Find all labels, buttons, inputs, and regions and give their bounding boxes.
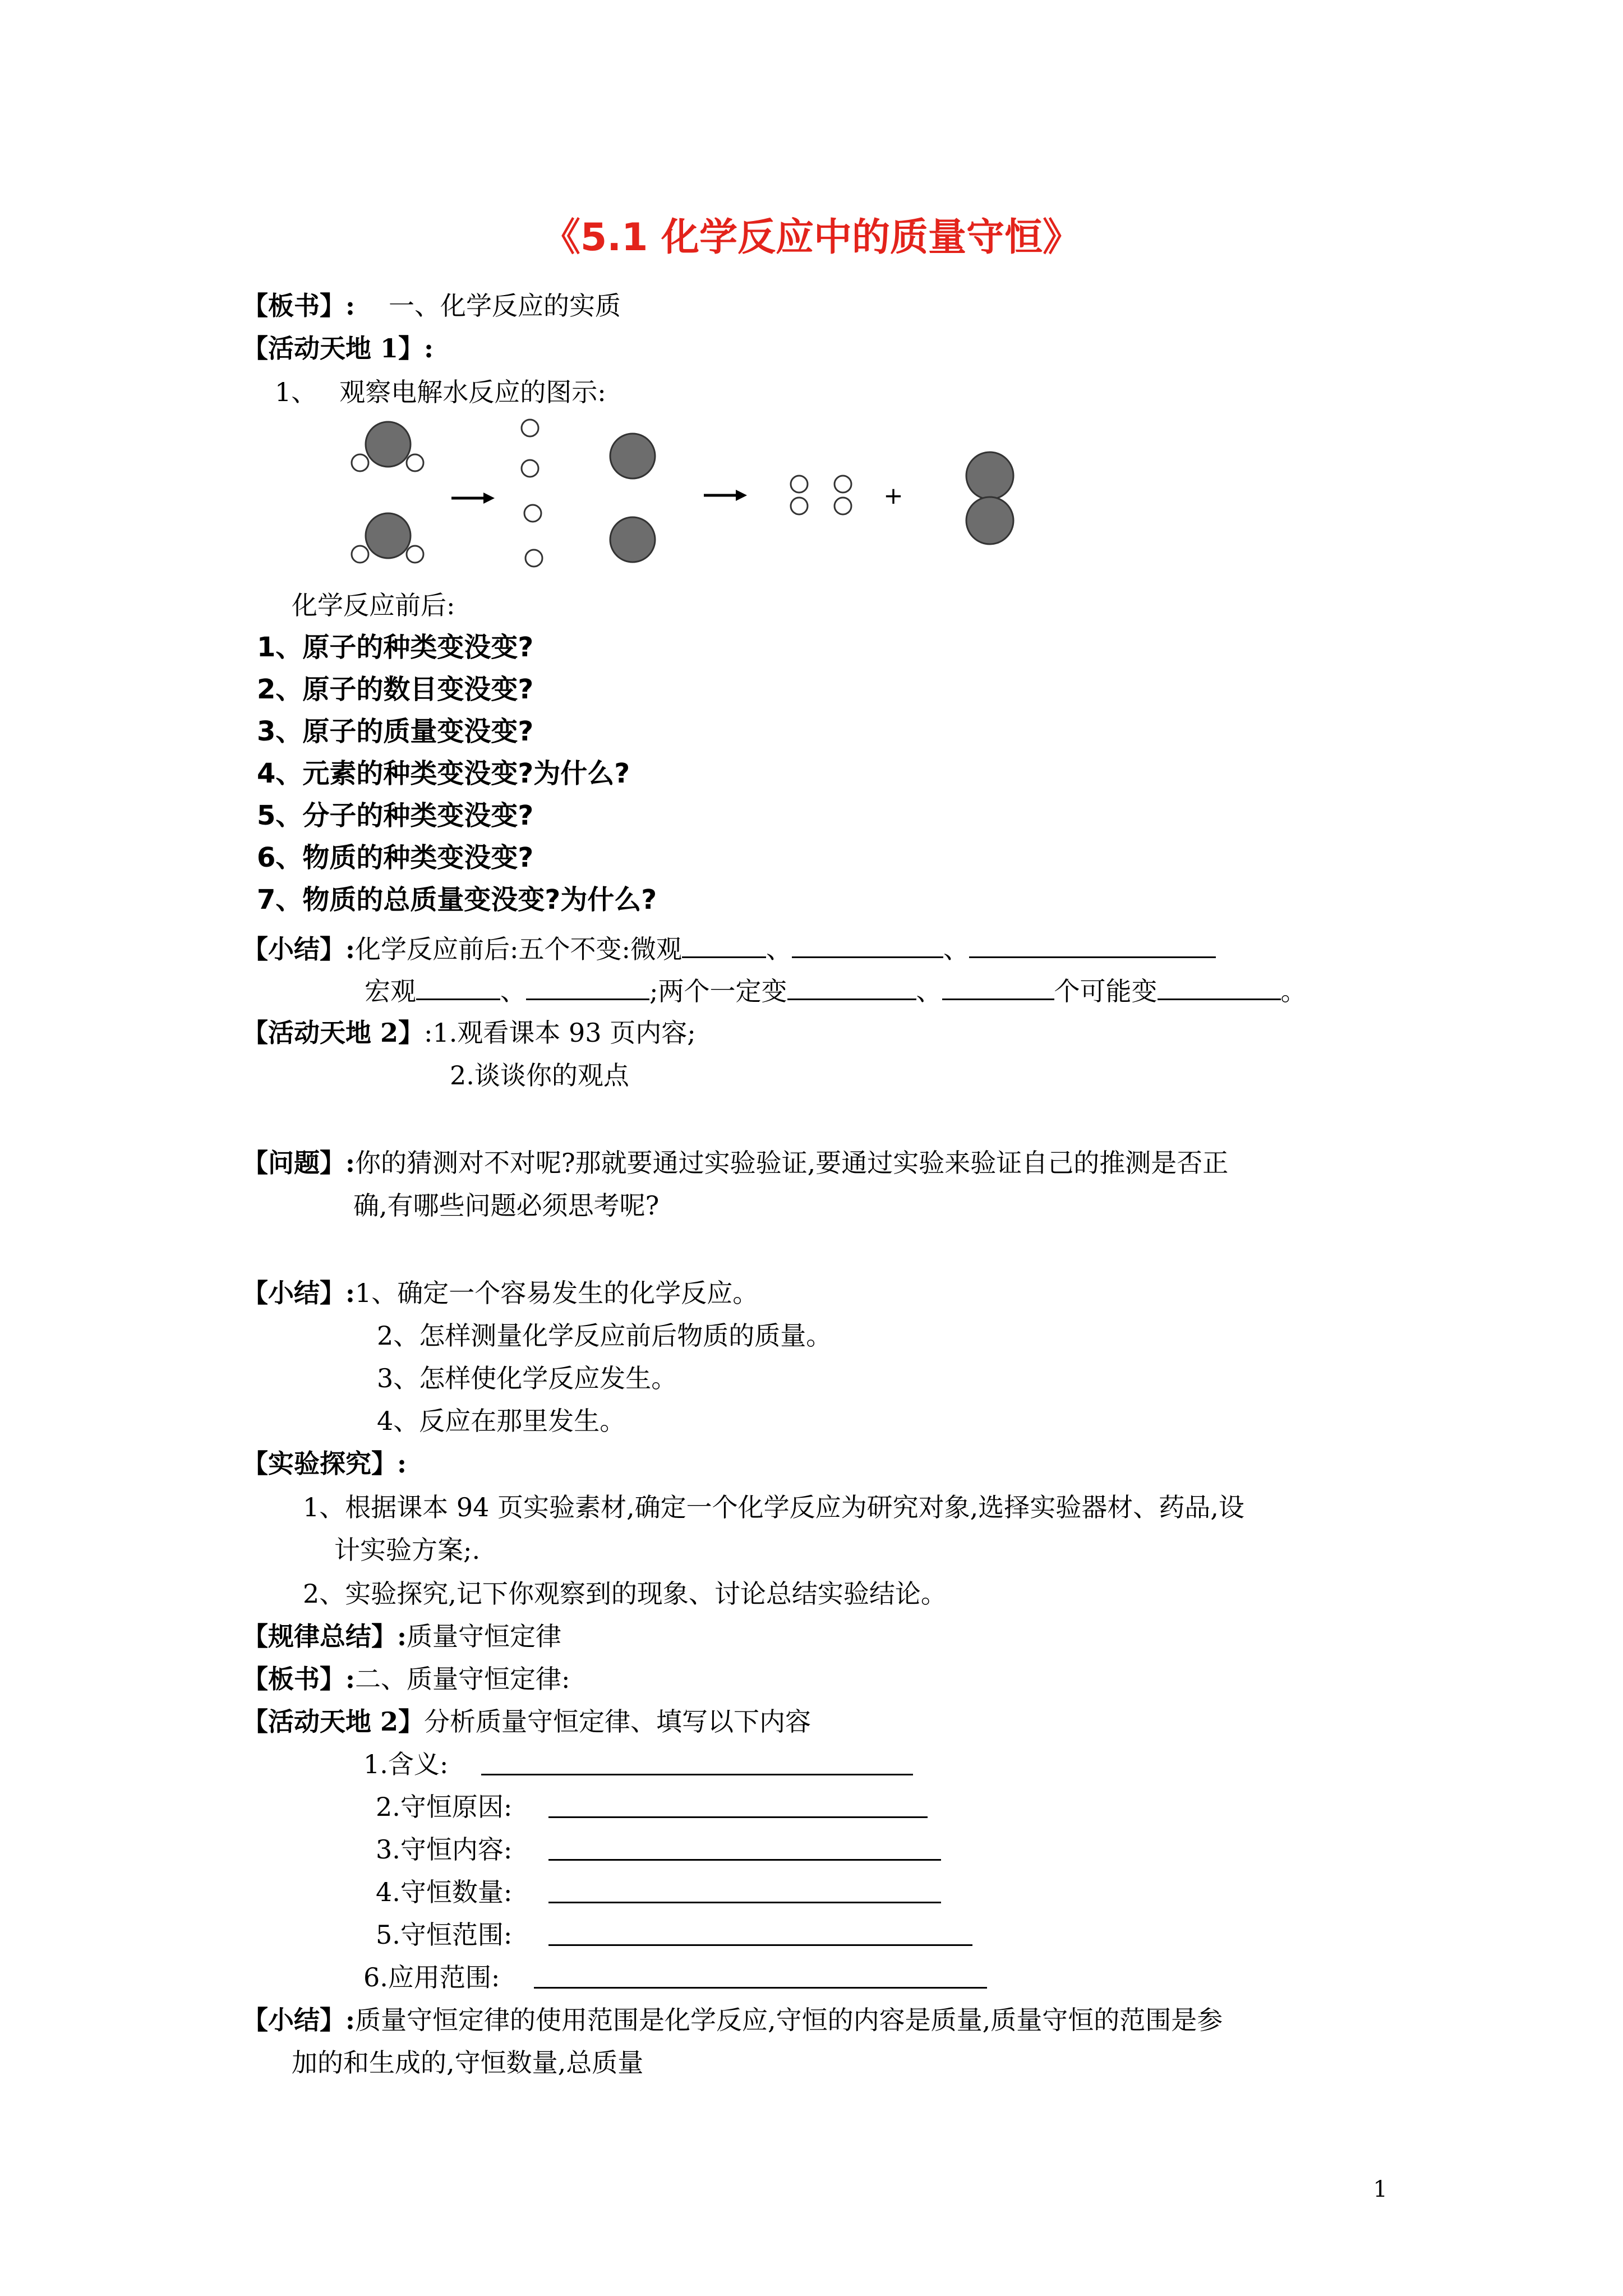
hydrogen-molecules xyxy=(791,476,851,514)
activity-1-item: 1、 观察电解水反应的图示: xyxy=(275,377,606,407)
activity-1-label: 【活动天地 1】: xyxy=(242,333,434,364)
summary-1-line-1: 【小结】:化学反应前后:五个不变:微观 、 、 xyxy=(242,934,1216,962)
question-2: 2、原子的数目变没变? xyxy=(257,674,534,705)
oxygen-atoms-separated xyxy=(610,434,655,562)
fill-line-4[interactable] xyxy=(548,1902,941,1903)
fill-item-1: 1.含义: xyxy=(363,1749,449,1779)
question-6: 6、物质的种类变没变? xyxy=(257,842,534,873)
summary-3-line-1: 【小结】:质量守恒定律的使用范围是化学反应,守恒的内容是质量,质量守恒的范围是参 xyxy=(242,2005,1223,2035)
fill-item-5: 5.守恒范围: xyxy=(376,1920,513,1950)
board-label-1: 【板书】: 一、化学反应的实质 xyxy=(242,291,621,321)
experiment-line-2: 计实验方案;. xyxy=(334,1535,481,1565)
oxygen-molecule xyxy=(966,452,1013,544)
hydrogen-atoms-separated xyxy=(522,420,542,567)
summary-2-item-3: 3、怎样使化学反应发生。 xyxy=(377,1363,677,1393)
water-molecule-2 xyxy=(352,513,423,563)
arrow-icon-2 xyxy=(704,490,747,501)
summary-2-line-1: 【小结】:1、确定一个容易发生的化学反应。 xyxy=(242,1278,759,1308)
before-after-heading: 化学反应前后: xyxy=(292,590,455,620)
fill-item-2: 2.守恒原因: xyxy=(376,1792,513,1822)
question-4: 4、元素的种类变没变?为什么? xyxy=(257,758,630,789)
plus-sign: + xyxy=(883,482,903,509)
fill-line-2[interactable] xyxy=(548,1816,928,1818)
experiment-line-3: 2、实验探究,记下你观察到的现象、讨论总结实验结论。 xyxy=(303,1579,947,1609)
fill-line-3[interactable] xyxy=(548,1859,941,1861)
problem-line-2: 确,有哪些问题必须思考呢? xyxy=(353,1190,660,1221)
experiment-line-1: 1、根据课本 94 页实验素材,确定一个化学反应为研究对象,选择实验器材、药品,设 xyxy=(303,1492,1244,1522)
water-molecule-1 xyxy=(352,422,423,471)
fill-line-6[interactable] xyxy=(534,1987,987,1989)
activity-3-line: 【活动天地 2】分析质量守恒定律、填写以下内容 xyxy=(242,1706,811,1737)
fill-item-3: 3.守恒内容: xyxy=(376,1834,513,1865)
experiment-label: 【实验探究】: xyxy=(242,1448,407,1479)
page-title: 《5.1 化学反应中的质量守恒》 xyxy=(542,215,1081,260)
fill-item-6: 6.应用范围: xyxy=(363,1962,500,1993)
problem-line-1: 【问题】:你的猜测对不对呢?那就要通过实验验证,要通过实验来验证自己的推测是否正 xyxy=(242,1148,1229,1178)
question-7: 7、物质的总质量变没变?为什么? xyxy=(257,884,657,915)
activity-2-line-1: 【活动天地 2】:1.观看课本 93 页内容; xyxy=(242,1018,696,1048)
rule-summary: 【规律总结】:质量守恒定律 xyxy=(242,1621,561,1651)
summary-2-item-4: 4、反应在那里发生。 xyxy=(377,1406,626,1436)
summary-2-item-2: 2、怎样测量化学反应前后物质的质量。 xyxy=(377,1320,832,1351)
board-2: 【板书】:二、质量守恒定律: xyxy=(242,1664,570,1694)
question-3: 3、原子的质量变没变? xyxy=(257,716,534,747)
summary-1-line-2: 宏观 、 ;两个一定变 、 个可能变 。 xyxy=(365,976,1307,1006)
question-1: 1、原子的种类变没变? xyxy=(257,632,534,663)
fill-line-5[interactable] xyxy=(548,1944,972,1946)
arrow-icon-1 xyxy=(451,493,495,504)
summary-3-line-2: 加的和生成的,守恒数量,总质量 xyxy=(292,2047,644,2078)
board-text-1: 一、化学反应的实质 xyxy=(388,291,621,321)
page-number: 1 xyxy=(1373,2177,1387,2202)
activity-1-text: 观察电解水反应的图示: xyxy=(339,377,606,407)
fill-line-1[interactable] xyxy=(481,1774,913,1775)
activity-2-line-2: 2.谈谈你的观点 xyxy=(450,1060,629,1091)
fill-item-4: 4.守恒数量: xyxy=(376,1877,513,1907)
question-5: 5、分子的种类变没变? xyxy=(257,800,534,831)
electrolysis-diagram xyxy=(336,409,1043,578)
